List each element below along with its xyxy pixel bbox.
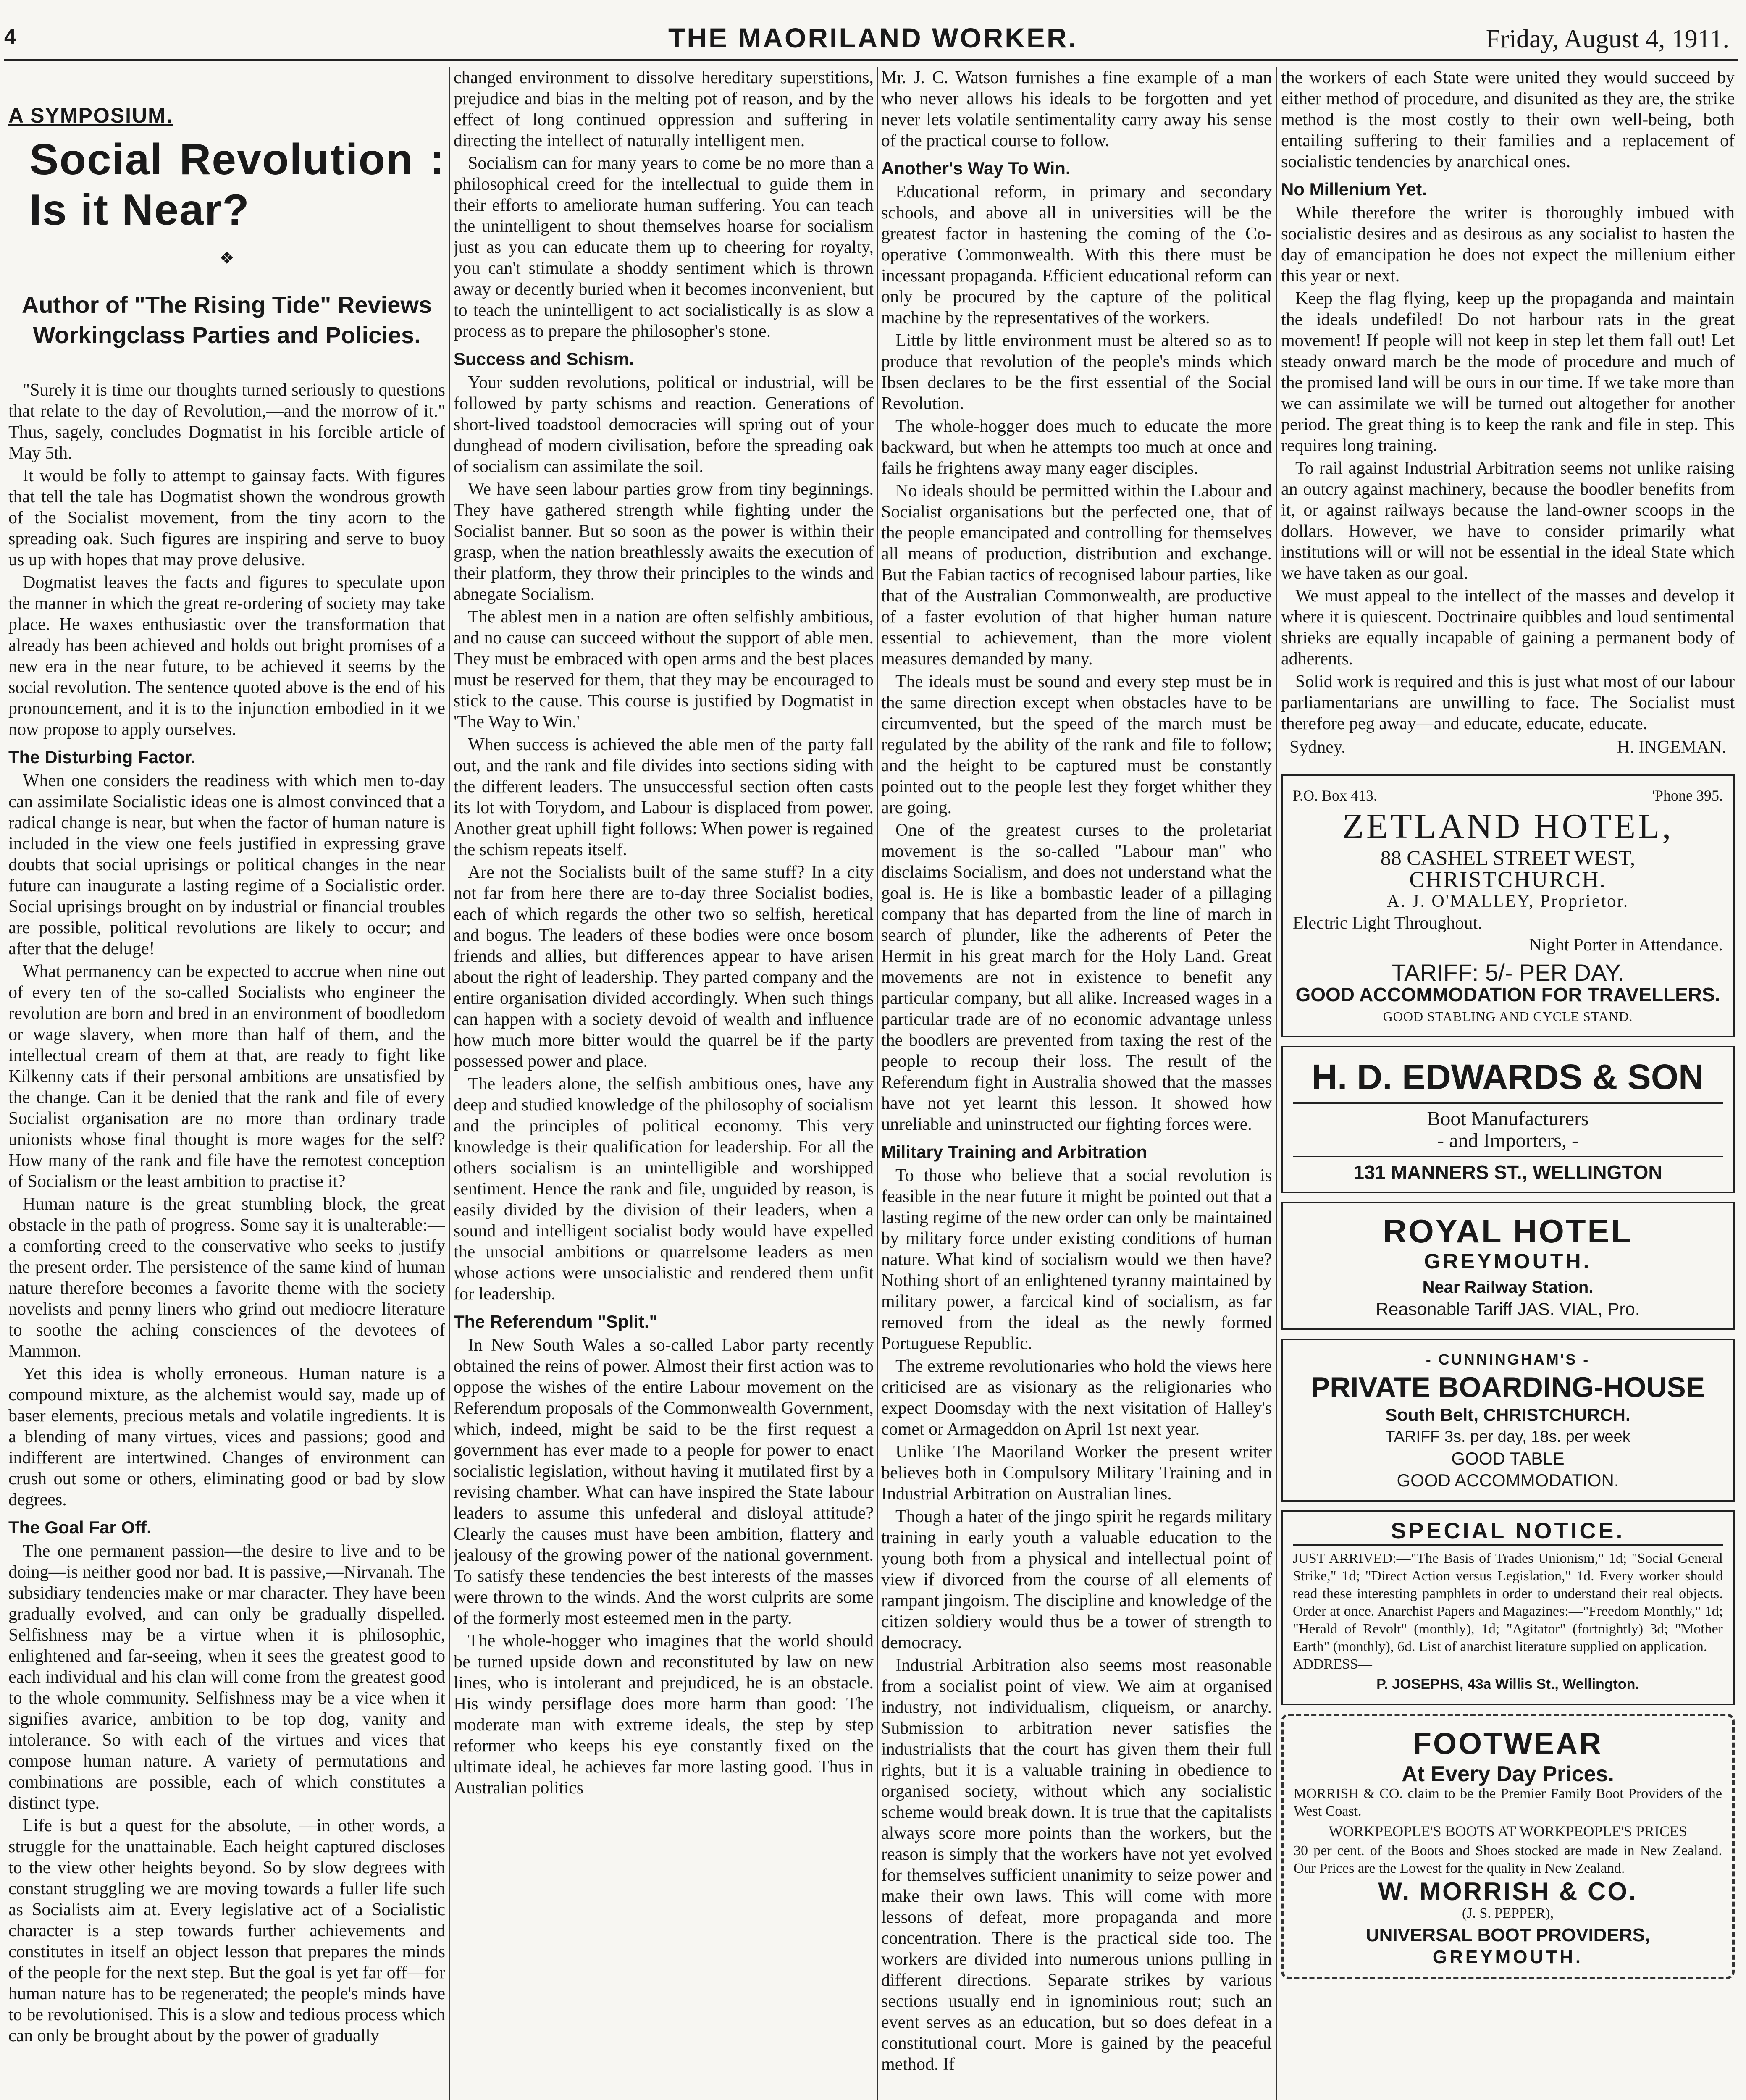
ad-body: 30 per cent. of the Boots and Shoes stocked are made in New Zealand. Our Prices are the Lowest for the quality in New Zealand. — [1294, 1843, 1722, 1876]
ad-body: JUST ARRIVED:—"The Basis of Trades Unionism," 1d; "Social General Strike," 1d; "Direct Action versus Legislation," 1d. Every worker should read these interesting pamphlets in order to understand their real objects. Order at once. Anarchist Papers and Magazines:—"Freedom Monthly," 1d; "Herald of Revolt" (monthly), 1d; "Agitator" (fortnightly) 3d; "Mother Earth" (monthly), 6d. List of anarchist literature supplied on application. — [1293, 1551, 1723, 1654]
section-heading: The Goal Far Off. — [8, 1517, 152, 1537]
paragraph: We must appeal to the intellect of the masses and develop it where it is quiescent. Doctrinaire quibbles and loud sentimental shrieks are equally incapable of gaining a permanent body of adherents. — [1281, 586, 1735, 669]
column-body — [881, 67, 1272, 2075]
paragraph: Keep the flag flying, keep up the propaganda and maintain the ideals undefiled! Do not harbour rats in the great movement! If people will not keep in step let them fall out! Let steady onward march be the mode of procedure and much of the promised land will be ours in our time. If we take more than we can assimilate we will be turned out altogether for another period. The great thing is to keep the rank and file in step. This requires long training. — [1281, 289, 1735, 455]
ad-line: Electric Light Throughout. — [1293, 914, 1482, 933]
ad-address: P. JOSEPHS, 43a Willis St., Wellington. — [1376, 1676, 1639, 1692]
ad-town: GREYMOUTH. — [1432, 1947, 1583, 1967]
section-heading: Success and Schism. — [454, 349, 634, 369]
ad-house-name: PRIVATE BOARDING-HOUSE — [1310, 1371, 1705, 1403]
paragraph: The one permanent passion—the desire to live and to be doing—is neither good nor bad. It is passive,—Nirvanah. The subsidiary tendencies make or mar character. They have been gradually evolved, and can only be gradually dispelled. Selfishness may be a virtue when it is philosophic, enlightened and far-seeing, when it sees the greatest good to each individual and his clan will come from the greatest good to the whole community. Selfishness may be a vice when it signifies avarice, ambition to be top dog, vanity and intolerance. So with each of the virtues and vices that compose human nature. A variety of permutations and combinations are possible, each of which constitutes a distinct type. — [8, 1541, 445, 1813]
column-divider — [449, 67, 450, 2100]
article-subhead: Author of "The Rising Tide" Reviews Workingclass Parties and Policies. — [21, 291, 432, 348]
paragraph: Yet this idea is wholly erroneous. Human nature is a compound mixture, as the alchemist would say, made up of baser elements, precious metals and volatile ingredients. It is a blending of many virtues, vices and passions; good and indifferent are intertwined. Changes of environment can crush out some or others, eliminating good or bad by slow degrees. — [8, 1364, 445, 1509]
article-headline: Social Revolution : Is it Near? — [29, 135, 445, 234]
paragraph: Solid work is required and this is just what most of our labour parliamentarians are unwilling to face. The Socialist must therefore peg away—and educate, educate, educate. — [1281, 672, 1735, 733]
headline-ornament: ❖ — [219, 249, 234, 268]
paragraph: the workers of each State were united they would succeed by either method of procedure, and disunited as they are, the strike method is the most costly to their own well-being, both entailing suffering to their families and a replacement of socialistic tendencies by anarchical ones. — [1281, 68, 1735, 171]
article-column-3 — [881, 67, 1272, 2100]
ad-line: GOOD ACCOMMODATION. — [1397, 1470, 1619, 1490]
article-column-4 — [1281, 67, 1735, 2100]
ad-city: CHRISTCHURCH. — [1409, 867, 1607, 892]
ad-body: MORRISH & CO. claim to be the Premier Family Boot Providers of the West Coast. — [1294, 1786, 1722, 1819]
paragraph: Your sudden revolutions, political or industrial, will be followed by party schisms and reaction. Generations of short-lived toadstool democracies will spring out of your dunghead of modern civilisation, before the spreading oak of socialism can assimilate the soil. — [454, 373, 874, 476]
paragraph: Mr. J. C. Watson furnishes a fine example of a man who never allows his ideals to be forgotten and yet never lets volatile sentimentality carry away his sense of the practical course to follow. — [881, 68, 1272, 150]
ad-rule — [1293, 1156, 1723, 1157]
ad-tag: UNIVERSAL BOOT PROVIDERS, — [1365, 1925, 1650, 1945]
paragraph: The leaders alone, the selfish ambitious ones, have any deep and studied knowledge of the philosophy of socialism and the principles of political economy. This very knowledge is their qualification for leadership. For all the others socialism is an unintelligible and worshipped sentiment. Hence the rank and file, unguided by reason, is easily divided by the division of their leaders, when a sound and intelligent socialist body would have expelled the unsocial ambitions or quarrelsome leaders as men whose actions were unsocialistic and rendered them unfit for leadership. — [454, 1074, 874, 1304]
ad-address-label: ADDRESS— — [1293, 1656, 1372, 1672]
ad-special-notice — [1281, 1510, 1735, 1705]
masthead — [0, 16, 1746, 62]
ad-heading: WORKPEOPLE'S BOOTS AT WORKPEOPLE'S PRICES — [1329, 1823, 1687, 1840]
article-column-2 — [454, 67, 874, 2100]
paragraph: No ideals should be permitted within the Labour and Socialist organisations but the perfected one, that of the people emancipated and controlling for themselves all means of production, distribution and exchange. But the Fabian tactics of recognised labour parties, like that of the Australian Commonwealth, are productive of a faster evolution of that higher human nature essential to achievement, than the more violent measures demanded by many. — [881, 481, 1272, 669]
paragraph: One of the greatest curses to the proletariat movement is the so-called "Labour man" who disclaims Socialism, and does not understand what the goal is. He is like a bombastic leader of a pillaging company that has departed from the line of march in search of plunder, like the adherents of Peter the Hermit in his great march for the Holy Land. Great movements are not in existence to benefit any particular company, but all alike. Increased wages in a particular trade are of no economic advantage unless the boodlers are prevented from taxing the rest of the people to recoup their loss. The result of the Referendum fight in Australia showed that the masses have not yet learnt this lesson. It showed how unreliable and uninstructed our fighting forces were. — [881, 821, 1272, 1134]
paragraph: What permanency can be expected to accrue when nine out of every ten of the so-called Socialists who engineer the revolution are born and bred in an environment of boodledom or wage slavery, when more than half of them, and the intellectual cream of them at that, are ready to fight like Kilkenny cats if their personal ambitions are unsatisfied by the change. Can it be denied that the rank and file of every Socialist organisation are no more than ordinary trade unionists whose final thought is more wages for the self? How many of the rank and file have the remotest conception of Socialism or the least ambition to practise it? — [8, 962, 445, 1191]
ad-boarding-house — [1281, 1339, 1735, 1502]
ad-top: - CUNNINGHAM'S - — [1426, 1351, 1590, 1368]
ad-address: South Belt, CHRISTCHURCH. — [1385, 1405, 1630, 1425]
paragraph: Are not the Socialists built of the same stuff? In a city not far from here there are to-day three Socialist bodies, each of which regards the other two so selfish, heretical and bogus. The leaders of these bodies were once bosom friends and allies, but differences appear to have arisen about the right of leadership. They parted company and the entire organisation divided accordingly. When such things can happen with a society devoid of wealth and influence how much more bitter would the quarrel be if the party possessed power and place. — [454, 863, 874, 1071]
signature-place: Sydney. — [1289, 738, 1346, 757]
paragraph: The ablest men in a nation are often selfishly ambitious, and no cause can succeed without the support of able men. They must be embraced with open arms and the best places must be reserved for them, that they may be encouraged to stick to the cause. This course is justified by Dogmatist in 'The Way to Win.' — [454, 607, 874, 732]
column-body — [8, 380, 445, 2046]
ad-firm-sub: (J. S. PEPPER), — [1462, 1906, 1554, 1921]
ad-town: GREYMOUTH. — [1424, 1250, 1592, 1273]
ad-line: GOOD TABLE — [1451, 1449, 1565, 1468]
ad-tariff: TARIFF 3s. per day, 18s. per week — [1385, 1428, 1630, 1446]
ad-footwear — [1281, 1714, 1735, 1979]
paragraph: Though a hater of the jingo spirit he regards military training in early youth a valuable education to the young both from a physical and intellectual point of view if divorced from the course of all elements of rampant jingoism. The discipline and knowledge of the citizen soldiery would thus be a tower of strength to democracy. — [881, 1507, 1272, 1652]
section-heading: The Disturbing Factor. — [8, 747, 196, 767]
page-number: 4 — [4, 25, 16, 48]
ad-firm: W. MORRISH & CO. — [1378, 1877, 1638, 1906]
ad-phone: 'Phone 395. — [1652, 787, 1723, 804]
paragraph: We have seen labour parties grow from tiny beginnings. They have gathered strength while fighting under the Socialist banner. But so soon as the power is within their grasp, when the nation breathlessly awaits the execution of their platform, they throw their principles to the winds and abnegate Socialism. — [454, 480, 874, 604]
paragraph: changed environment to dissolve hereditary superstitions, prejudice and bias in the melting pot of reason, and by the effect of long continued oppression and suffering in directing the intellect of naturally intelligent men. — [454, 68, 874, 150]
ad-line: Night Porter in Attendance. — [1529, 935, 1723, 955]
paragraph: Life is but a quest for the absolute, —in other words, a struggle for the unattainable. Each height captured discloses to the view other heights beyond. So by slow degrees with constant struggling we are moving towards a fuller life such as Socialists aim at. Every legislative act of a Socialistic character is a step towards further achievements and constitutes in itself an object lesson that prepares the minds of the people for the next step. But the goal is yet far off—for human nature has to be regenerated; the people's minds have to be revolutionised. This is a slow and tedious process which can only be brought about by the power of gradually — [8, 1816, 445, 2045]
ad-firm-name: H. D. EDWARDS & SON — [1293, 1056, 1723, 1104]
paragraph: To rail against Industrial Arbitration seems not unlike raising an outcry against machinery, because the boodler benefits from it, or against railways because the land-owner scoops in the dollars. However, we have to consider primarily what institutions will or will not be essential in the ideal State which we have taken as our goal. — [1281, 459, 1735, 583]
ad-hotel-name: ROYAL HOTEL — [1383, 1213, 1633, 1250]
ad-tariff: TARIFF: 5/- PER DAY. — [1392, 959, 1624, 986]
paragraph: "Surely it is time our thoughts turned seriously to questions that relate to the day of Revolution,—and the morrow of it." Thus, sagely, concludes Dogmatist in his forcible article of May 5th. — [8, 381, 445, 463]
column-divider — [1276, 67, 1277, 2100]
paper-title: THE MAORILAND WORKER. — [668, 22, 1078, 53]
paragraph: In New South Wales a so-called Labor party recently obtained the reins of power. Almost their first action was to oppose the wishes of the entire Labour movement on the Referendum proposals of the Commonwealth Government, which, indeed, might be said to be the first request a government has ever made to a people for power to enact socialistic legislation, without having it mutilated first by a revising chamber. What can have inspired the State labour leaders to assume this unfederal and disloyal attitude? Clearly the causes must have been ambition, flattery and jealousy of the growing power of the national government. To satisfy these tendencies the best interests of the masses were thrown to the winds. And the worst culprits are some of the formerly most esteemed men in the party. — [454, 1336, 874, 1628]
ad-proprietor: A. J. O'MALLEY, Proprietor. — [1386, 892, 1629, 911]
paragraph: The extreme revolutionaries who hold the views here criticised are as visionary as the religionaries who expect Doomsday with the next visitation of Halley's comet or Armageddon on April 1st next year. — [881, 1357, 1272, 1439]
article-column-1 — [8, 67, 445, 2100]
masthead-rule — [4, 59, 1738, 61]
ad-title: FOOTWEAR — [1413, 1727, 1603, 1761]
ad-accommodation: GOOD ACCOMMODATION FOR TRAVELLERS. — [1295, 984, 1720, 1005]
ad-line: Reasonable Tariff JAS. VIAL, Pro. — [1376, 1299, 1640, 1319]
paragraph: While therefore the writer is thoroughly imbued with socialistic desires and as desirous as any socialist to hasten the day of emancipation he does not expect the millenium either this year or next. — [1281, 203, 1735, 286]
paragraph: Industrial Arbitration also seems most reasonable from a socialist point of view. We aim at organised industry, not individualism, cliqueism, or anarchy. Submission to arbitration never satisfies the industrialists that the court has given them their full rights, but it is a valuable training in obedience to organised society, without which any socialistic scheme would break down. It is true that the capitalists always score more points than the workers, but the reason is simply that the workers have not yet evolved for themselves sufficient unanimity to seize power and make their own laws. This will come with more lessons of defeat, more propaganda and more concentration. There is the practical side too. The workers are divided into numerous unions pulling in different directions. Separate strikes by various sections usually end in ignominious rout; such an event serves as an education, but so does defeat in a constitutional court. More is gained by the peaceful method. If — [881, 1656, 1272, 2074]
column-body — [454, 67, 874, 1798]
ad-line: Near Railway Station. — [1422, 1278, 1594, 1297]
ad-subtitle: At Every Day Prices. — [1402, 1762, 1614, 1786]
paragraph: To those who believe that a social revolution is feasible in the near future it might be pointed out that a lasting regime of the new order can only be maintained by military force under existing conditions of human nature. What kind of socialism would we then have? Nothing short of an enlightened tyranny maintained by military power, a farcical kind of socialism, as far removed from the ideal as the newly formed Portuguese Republic. — [881, 1166, 1272, 1353]
paragraph: When success is achieved the able men of the party fall out, and the rank and file divides into sections siding with the different leaders. The unsuccessful section often casts its lot with Torydom, and Labour is displaced from power. Another great uphill fight follows: When power is regained the schism repeats itself. — [454, 735, 874, 859]
signature-author: H. INGEMAN. — [1617, 738, 1726, 757]
ad-po-box: P.O. Box 413. — [1293, 787, 1378, 804]
paragraph: The whole-hogger who imagines that the world should be turned upside down and reconstituted by law on new lines, who is intolerant and prejudiced, he is an obstacle. His windy persiflage does more harm than good: The moderate man with extreme ideals, the step by step reformer who keeps his eye constantly fixed on the ultimate ideal, he achieves far more lasting good. Thus in Australian politics — [454, 1631, 874, 1798]
ad-hotel-name: ZETLAND HOTEL, — [1342, 807, 1674, 846]
ad-edwards — [1281, 1046, 1735, 1193]
ad-royal-hotel — [1281, 1202, 1735, 1330]
ad-line: Boot Manufacturers — [1427, 1108, 1589, 1130]
paragraph: Unlike The Maoriland Worker the present writer believes both in Compulsory Military Training and in Industrial Arbitration on Australian lines. — [881, 1442, 1272, 1504]
paragraph: Educational reform, in primary and secondary schools, and above all in universities will be the greatest factor in hastening the coming of the Co-operative Commonwealth. With this there must be incessant propaganda. Efficient educational reform can only be procured by the capture of the political machine by the representatives of the workers. — [881, 182, 1272, 328]
paragraph: Little by little environment must be altered so as to produce that revolution of the people's minds which Ibsen declares to be the first essential of the Social Revolution. — [881, 331, 1272, 413]
signature — [1281, 737, 1735, 758]
ad-address: 88 CASHEL STREET WEST, — [1380, 846, 1636, 869]
paragraph: When one considers the readiness with which men to-day can assimilate Socialistic ideas one is almost convinced that a radical change is near, but when the factor of human nature is included in the view one feels justified in expressing grave doubts that social uprisings or political changes in the near future can inaugurate a lasting regime of a Socialistic order. Social uprisings brought on by industrial or financial troubles are possible, political revolutions are likely to occur; and after that the deluge! — [8, 771, 445, 958]
article-kicker: A SYMPOSIUM. — [8, 104, 173, 127]
ad-stabling: GOOD STABLING AND CYCLE STAND. — [1383, 1009, 1633, 1024]
ad-address: 131 MANNERS ST., WELLINGTON — [1353, 1161, 1662, 1183]
paragraph: It would be folly to attempt to gainsay facts. With figures that tell the tale has Dogmatist shown the wondrous growth of the Socialist movement, from the tiny acorn to the spreading oak. Such figures are inspiring and serve to buoy us up with hopes that may prove delusive. — [8, 466, 445, 570]
column-body — [1281, 67, 1735, 734]
section-heading: Another's Way To Win. — [881, 158, 1071, 178]
paragraph: Dogmatist leaves the facts and figures to speculate upon the manner in which the great re-ordering of society may take place. He waxes enthusiastic over the transformation that already has been achieved and holds out bright promises of a new era in the near future, to be achieved it seems by the social revolution. The sentence quoted above is the end of his pronouncement, and it is to the injunction embodied in it we now propose to apply ourselves. — [8, 573, 445, 739]
paragraph: The ideals must be sound and every step must be in the same direction except when obstacles have to be circumvented, but the speed of the march must be regulated by the ability of the rank and file to follow; and the height to be captured must be constantly pointed out to the people lest they forget whither they are going. — [881, 672, 1272, 817]
issue-date: Friday, August 4, 1911. — [1486, 25, 1729, 53]
section-heading: The Referendum "Split." — [454, 1312, 658, 1331]
paragraph: Socialism can for many years to come be no more than a philosophical creed for the intellectual to guide them in their efforts to ameliorate human suffering. You can teach the unintelligent to shout themselves hoarse for socialism just as you can educate them up to cheering for royalty, you can't stimulate a shoddy sentiment which is thrown away or decently buried when it becomes inconvenient, but to teach the unintelligent to act socialistically is as slow a process as to prepare the philosopher's stone. — [454, 154, 874, 341]
section-heading: No Millenium Yet. — [1281, 179, 1427, 199]
section-heading: Military Training and Arbitration — [881, 1142, 1147, 1162]
column-divider — [877, 67, 878, 2100]
paragraph: Human nature is the great stumbling block, the great obstacle in the path of progress. Some say it is unalterable:—a comforting creed to the conservative who seeks to justify the present order. The persistence of the same kind of human nature therefore becomes a favorite theme with the society novelists and penny liners who grind out mediocre literature to soothe the aching consciences of the devotees of Mammon. — [8, 1194, 445, 1361]
paragraph: The whole-hogger does much to educate the more backward, but when he attempts too much at once and fails he frightens away many eager disciples. — [881, 417, 1272, 478]
ad-title: SPECIAL NOTICE. — [1293, 1520, 1723, 1546]
ad-zetland-hotel — [1281, 774, 1735, 1037]
ad-line: - and Importers, - — [1437, 1129, 1578, 1152]
